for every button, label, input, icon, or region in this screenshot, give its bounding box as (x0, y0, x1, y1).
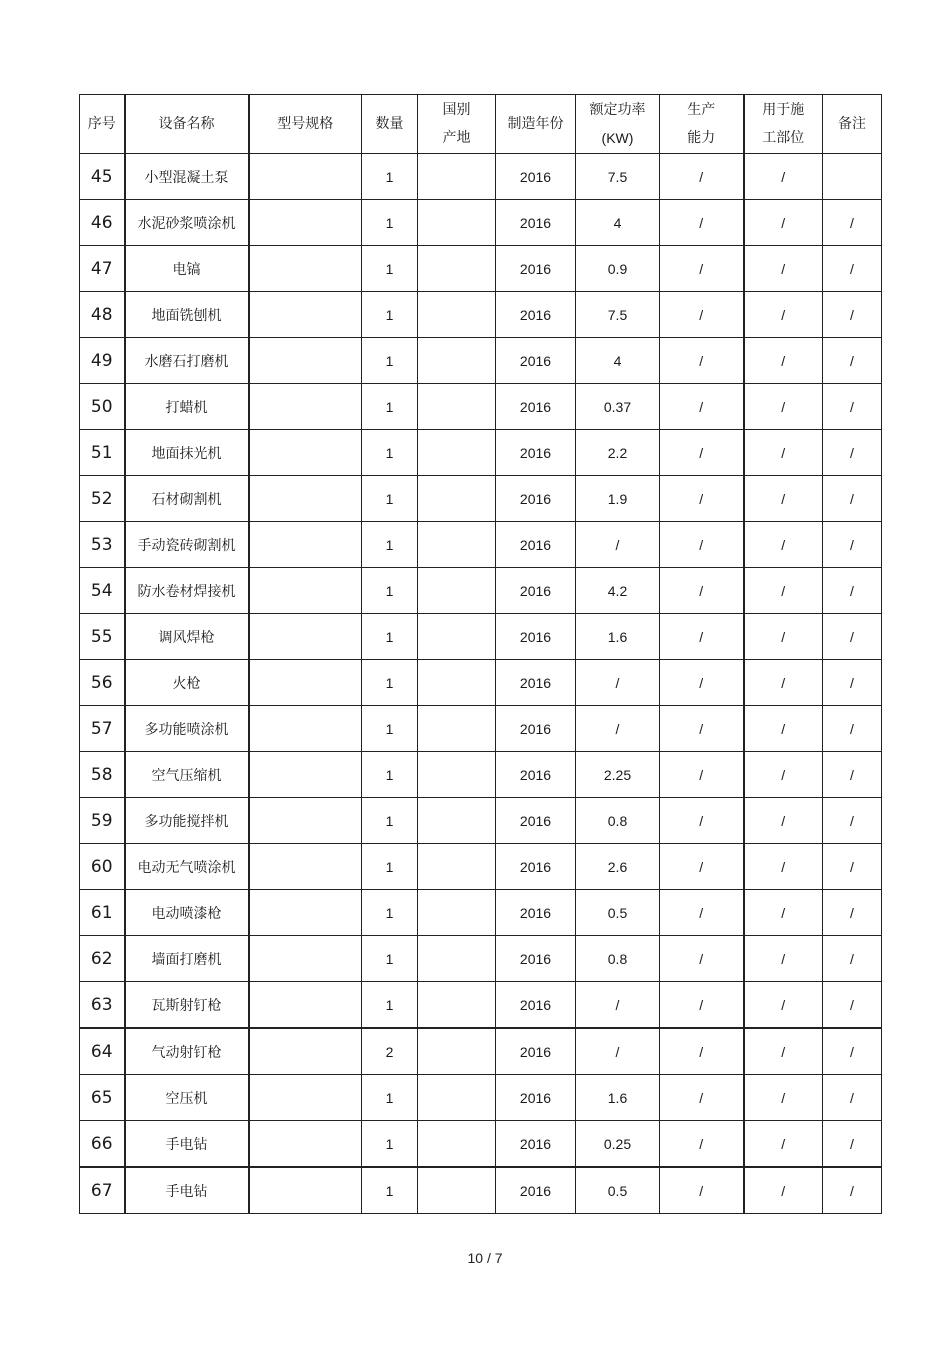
cell-power: 4 (576, 200, 660, 246)
cell-seq: 56 (80, 660, 125, 706)
table-row (80, 476, 882, 522)
cell-model (249, 1121, 362, 1168)
cell-name: 手动瓷砖砌割机 (125, 522, 249, 568)
cell-remark: / (823, 476, 882, 522)
table-row (80, 1121, 882, 1168)
cell-year: 2016 (496, 1075, 576, 1121)
cell-qty: 2 (362, 1028, 418, 1075)
table-row (80, 752, 882, 798)
cell-name: 空气压缩机 (125, 752, 249, 798)
cell-part: / (744, 798, 823, 844)
cell-name: 空压机 (125, 1075, 249, 1121)
cell-model (249, 200, 362, 246)
cell-part: / (744, 844, 823, 890)
header-power-line2: (KW) (601, 130, 634, 146)
cell-model (249, 660, 362, 706)
cell-seq: 53 (80, 522, 125, 568)
cell-year: 2016 (496, 154, 576, 200)
cell-year: 2016 (496, 936, 576, 982)
table-row (80, 292, 882, 338)
cell-part: / (744, 246, 823, 292)
cell-origin (418, 1075, 496, 1121)
cell-seq: 51 (80, 430, 125, 476)
cell-qty: 1 (362, 982, 418, 1029)
cell-capacity: / (660, 200, 744, 246)
cell-power: 0.37 (576, 384, 660, 430)
cell-origin (418, 706, 496, 752)
cell-year: 2016 (496, 246, 576, 292)
table-row (80, 522, 882, 568)
cell-origin (418, 982, 496, 1029)
cell-remark: / (823, 338, 882, 384)
cell-qty: 1 (362, 706, 418, 752)
cell-origin (418, 246, 496, 292)
header-name: 设备名称 (125, 95, 249, 154)
cell-power: 2.6 (576, 844, 660, 890)
cell-remark: / (823, 1167, 882, 1214)
cell-year: 2016 (496, 660, 576, 706)
cell-remark: / (823, 1121, 882, 1168)
cell-origin (418, 200, 496, 246)
header-part-line1: 用于施 (762, 102, 805, 118)
cell-model (249, 844, 362, 890)
cell-origin (418, 1028, 496, 1075)
cell-seq: 55 (80, 614, 125, 660)
cell-origin (418, 936, 496, 982)
cell-part: / (744, 1028, 823, 1075)
cell-year: 2016 (496, 706, 576, 752)
cell-seq: 50 (80, 384, 125, 430)
cell-seq: 47 (80, 246, 125, 292)
cell-remark: / (823, 936, 882, 982)
cell-remark: / (823, 844, 882, 890)
cell-name: 瓦斯射钉枪 (125, 982, 249, 1029)
cell-capacity: / (660, 154, 744, 200)
page-total: 7 (494, 1250, 503, 1266)
cell-model (249, 338, 362, 384)
cell-part: / (744, 706, 823, 752)
cell-model (249, 1028, 362, 1075)
cell-qty: 1 (362, 292, 418, 338)
cell-model (249, 706, 362, 752)
cell-seq: 60 (80, 844, 125, 890)
cell-qty: 1 (362, 614, 418, 660)
cell-seq: 62 (80, 936, 125, 982)
header-power-line1: 额定功率 (589, 102, 646, 118)
cell-seq: 52 (80, 476, 125, 522)
cell-name: 火枪 (125, 660, 249, 706)
header-power (576, 95, 660, 154)
header-qty: 数量 (362, 95, 418, 154)
cell-name: 小型混凝土泵 (125, 154, 249, 200)
cell-power: 0.8 (576, 798, 660, 844)
cell-remark: / (823, 246, 882, 292)
cell-year: 2016 (496, 1167, 576, 1214)
cell-part: / (744, 752, 823, 798)
cell-name: 防水卷材焊接机 (125, 568, 249, 614)
header-part-line2: 工部位 (762, 130, 805, 146)
cell-qty: 1 (362, 522, 418, 568)
cell-model (249, 752, 362, 798)
cell-year: 2016 (496, 430, 576, 476)
cell-part: / (744, 154, 823, 200)
cell-capacity: / (660, 384, 744, 430)
cell-power: 7.5 (576, 154, 660, 200)
cell-qty: 1 (362, 430, 418, 476)
cell-remark: / (823, 292, 882, 338)
cell-seq: 65 (80, 1075, 125, 1121)
table-row (80, 890, 882, 936)
cell-capacity: / (660, 476, 744, 522)
cell-name: 地面抹光机 (125, 430, 249, 476)
cell-part: / (744, 1167, 823, 1214)
cell-seq: 64 (80, 1028, 125, 1075)
cell-origin (418, 154, 496, 200)
cell-remark: / (823, 430, 882, 476)
cell-remark: / (823, 706, 882, 752)
cell-remark: / (823, 522, 882, 568)
cell-name: 电镐 (125, 246, 249, 292)
cell-capacity: / (660, 1167, 744, 1214)
cell-qty: 1 (362, 476, 418, 522)
table-header (80, 95, 882, 154)
cell-power: 2.25 (576, 752, 660, 798)
cell-seq: 59 (80, 798, 125, 844)
cell-remark: / (823, 982, 882, 1029)
cell-remark: / (823, 798, 882, 844)
table-row (80, 246, 882, 292)
cell-capacity: / (660, 614, 744, 660)
cell-model (249, 430, 362, 476)
header-part (744, 95, 823, 154)
cell-name: 手电钻 (125, 1121, 249, 1168)
cell-qty: 1 (362, 752, 418, 798)
header-origin-line2: 产地 (442, 130, 471, 146)
cell-name: 石材砌割机 (125, 476, 249, 522)
cell-model (249, 1167, 362, 1214)
cell-model (249, 798, 362, 844)
cell-year: 2016 (496, 844, 576, 890)
cell-qty: 1 (362, 936, 418, 982)
cell-model (249, 154, 362, 200)
cell-qty: 1 (362, 200, 418, 246)
cell-part: / (744, 338, 823, 384)
cell-power: 4 (576, 338, 660, 384)
cell-qty: 1 (362, 890, 418, 936)
cell-qty: 1 (362, 1075, 418, 1121)
header-row (80, 95, 882, 154)
cell-seq: 61 (80, 890, 125, 936)
cell-qty: 1 (362, 660, 418, 706)
cell-capacity: / (660, 936, 744, 982)
table-row (80, 844, 882, 890)
table-row (80, 1075, 882, 1121)
cell-capacity: / (660, 1028, 744, 1075)
cell-part: / (744, 430, 823, 476)
cell-remark: / (823, 890, 882, 936)
cell-year: 2016 (496, 384, 576, 430)
cell-name: 多功能搅拌机 (125, 798, 249, 844)
cell-power: / (576, 660, 660, 706)
cell-origin (418, 890, 496, 936)
cell-year: 2016 (496, 752, 576, 798)
cell-model (249, 522, 362, 568)
table-row (80, 430, 882, 476)
cell-power: 1.9 (576, 476, 660, 522)
table-row (80, 798, 882, 844)
header-capacity-line2: 能力 (687, 130, 716, 146)
header-capacity-line1: 生产 (687, 102, 716, 118)
cell-year: 2016 (496, 1121, 576, 1168)
cell-origin (418, 430, 496, 476)
cell-capacity: / (660, 706, 744, 752)
table-row (80, 1167, 882, 1214)
cell-qty: 1 (362, 154, 418, 200)
header-origin-line1: 国别 (442, 102, 471, 118)
cell-name: 气动射钉枪 (125, 1028, 249, 1075)
cell-year: 2016 (496, 982, 576, 1029)
table-row (80, 384, 882, 430)
header-capacity (660, 95, 744, 154)
cell-model (249, 568, 362, 614)
cell-power: 0.5 (576, 890, 660, 936)
page-separator: / (486, 1250, 491, 1266)
cell-power: 0.5 (576, 1167, 660, 1214)
cell-capacity: / (660, 292, 744, 338)
cell-part: / (744, 936, 823, 982)
cell-qty: 1 (362, 1121, 418, 1168)
table-row (80, 706, 882, 752)
cell-remark: / (823, 752, 882, 798)
cell-model (249, 476, 362, 522)
cell-year: 2016 (496, 614, 576, 660)
cell-part: / (744, 1075, 823, 1121)
cell-part: / (744, 476, 823, 522)
cell-model (249, 890, 362, 936)
cell-origin (418, 752, 496, 798)
cell-year: 2016 (496, 200, 576, 246)
cell-power: / (576, 1028, 660, 1075)
cell-qty: 1 (362, 338, 418, 384)
cell-model (249, 936, 362, 982)
cell-name: 水泥砂浆喷涂机 (125, 200, 249, 246)
cell-name: 地面铣刨机 (125, 292, 249, 338)
cell-qty: 1 (362, 844, 418, 890)
cell-capacity: / (660, 522, 744, 568)
equipment-table (79, 94, 882, 1214)
cell-remark: / (823, 1028, 882, 1075)
cell-origin (418, 522, 496, 568)
cell-model (249, 246, 362, 292)
cell-seq: 63 (80, 982, 125, 1029)
cell-origin (418, 614, 496, 660)
cell-origin (418, 384, 496, 430)
cell-name: 墙面打磨机 (125, 936, 249, 982)
table-row (80, 614, 882, 660)
cell-year: 2016 (496, 798, 576, 844)
cell-origin (418, 476, 496, 522)
cell-name: 电动无气喷涂机 (125, 844, 249, 890)
cell-seq: 45 (80, 154, 125, 200)
cell-name: 调风焊枪 (125, 614, 249, 660)
cell-part: / (744, 292, 823, 338)
cell-remark: / (823, 1075, 882, 1121)
table-row (80, 1028, 882, 1075)
table-row (80, 338, 882, 384)
cell-seq: 49 (80, 338, 125, 384)
cell-power: 2.2 (576, 430, 660, 476)
header-year: 制造年份 (496, 95, 576, 154)
table-row (80, 982, 882, 1029)
cell-name: 水磨石打磨机 (125, 338, 249, 384)
cell-year: 2016 (496, 292, 576, 338)
table-row (80, 200, 882, 246)
cell-capacity: / (660, 246, 744, 292)
cell-capacity: / (660, 1121, 744, 1168)
cell-seq: 46 (80, 200, 125, 246)
table-body (80, 154, 882, 1214)
cell-part: / (744, 384, 823, 430)
page-current: 10 (467, 1250, 484, 1266)
cell-name: 手电钻 (125, 1167, 249, 1214)
cell-seq: 66 (80, 1121, 125, 1168)
cell-part: / (744, 200, 823, 246)
cell-seq: 67 (80, 1167, 125, 1214)
cell-origin (418, 798, 496, 844)
cell-power: 0.8 (576, 936, 660, 982)
cell-part: / (744, 522, 823, 568)
cell-origin (418, 568, 496, 614)
cell-remark: / (823, 614, 882, 660)
cell-remark: / (823, 200, 882, 246)
cell-power: 0.25 (576, 1121, 660, 1168)
cell-part: / (744, 568, 823, 614)
cell-capacity: / (660, 430, 744, 476)
cell-seq: 54 (80, 568, 125, 614)
cell-part: / (744, 660, 823, 706)
header-origin (418, 95, 496, 154)
cell-capacity: / (660, 890, 744, 936)
cell-origin (418, 660, 496, 706)
cell-name: 电动喷漆枪 (125, 890, 249, 936)
cell-seq: 48 (80, 292, 125, 338)
cell-qty: 1 (362, 798, 418, 844)
cell-part: / (744, 1121, 823, 1168)
cell-power: 4.2 (576, 568, 660, 614)
header-seq: 序号 (80, 95, 125, 154)
cell-qty: 1 (362, 1167, 418, 1214)
table-row (80, 154, 882, 200)
cell-qty: 1 (362, 246, 418, 292)
cell-remark: / (823, 568, 882, 614)
cell-capacity: / (660, 568, 744, 614)
cell-seq: 57 (80, 706, 125, 752)
cell-power: 1.6 (576, 1075, 660, 1121)
cell-model (249, 292, 362, 338)
cell-remark: / (823, 384, 882, 430)
table-row (80, 660, 882, 706)
cell-year: 2016 (496, 476, 576, 522)
cell-origin (418, 1167, 496, 1214)
cell-qty: 1 (362, 384, 418, 430)
cell-year: 2016 (496, 890, 576, 936)
cell-part: / (744, 982, 823, 1029)
cell-year: 2016 (496, 568, 576, 614)
header-model: 型号规格 (249, 95, 362, 154)
cell-name: 多功能喷涂机 (125, 706, 249, 752)
cell-power: 1.6 (576, 614, 660, 660)
cell-qty: 1 (362, 568, 418, 614)
cell-power: / (576, 982, 660, 1029)
cell-capacity: / (660, 752, 744, 798)
cell-model (249, 384, 362, 430)
cell-year: 2016 (496, 1028, 576, 1075)
cell-origin (418, 1121, 496, 1168)
cell-name: 打蜡机 (125, 384, 249, 430)
cell-origin (418, 292, 496, 338)
cell-capacity: / (660, 844, 744, 890)
cell-seq: 58 (80, 752, 125, 798)
cell-capacity: / (660, 660, 744, 706)
cell-part: / (744, 614, 823, 660)
cell-capacity: / (660, 798, 744, 844)
cell-capacity: / (660, 1075, 744, 1121)
cell-part: / (744, 890, 823, 936)
cell-remark: / (823, 660, 882, 706)
page-number (0, 1250, 950, 1266)
cell-origin (418, 844, 496, 890)
cell-year: 2016 (496, 522, 576, 568)
cell-remark (823, 154, 882, 200)
table-row (80, 568, 882, 614)
table-row (80, 936, 882, 982)
cell-model (249, 614, 362, 660)
cell-capacity: / (660, 982, 744, 1029)
cell-power: 7.5 (576, 292, 660, 338)
cell-capacity: / (660, 338, 744, 384)
cell-power: / (576, 522, 660, 568)
cell-origin (418, 338, 496, 384)
cell-power: 0.9 (576, 246, 660, 292)
cell-power: / (576, 706, 660, 752)
header-remark: 备注 (823, 95, 882, 154)
cell-model (249, 982, 362, 1029)
cell-year: 2016 (496, 338, 576, 384)
cell-model (249, 1075, 362, 1121)
